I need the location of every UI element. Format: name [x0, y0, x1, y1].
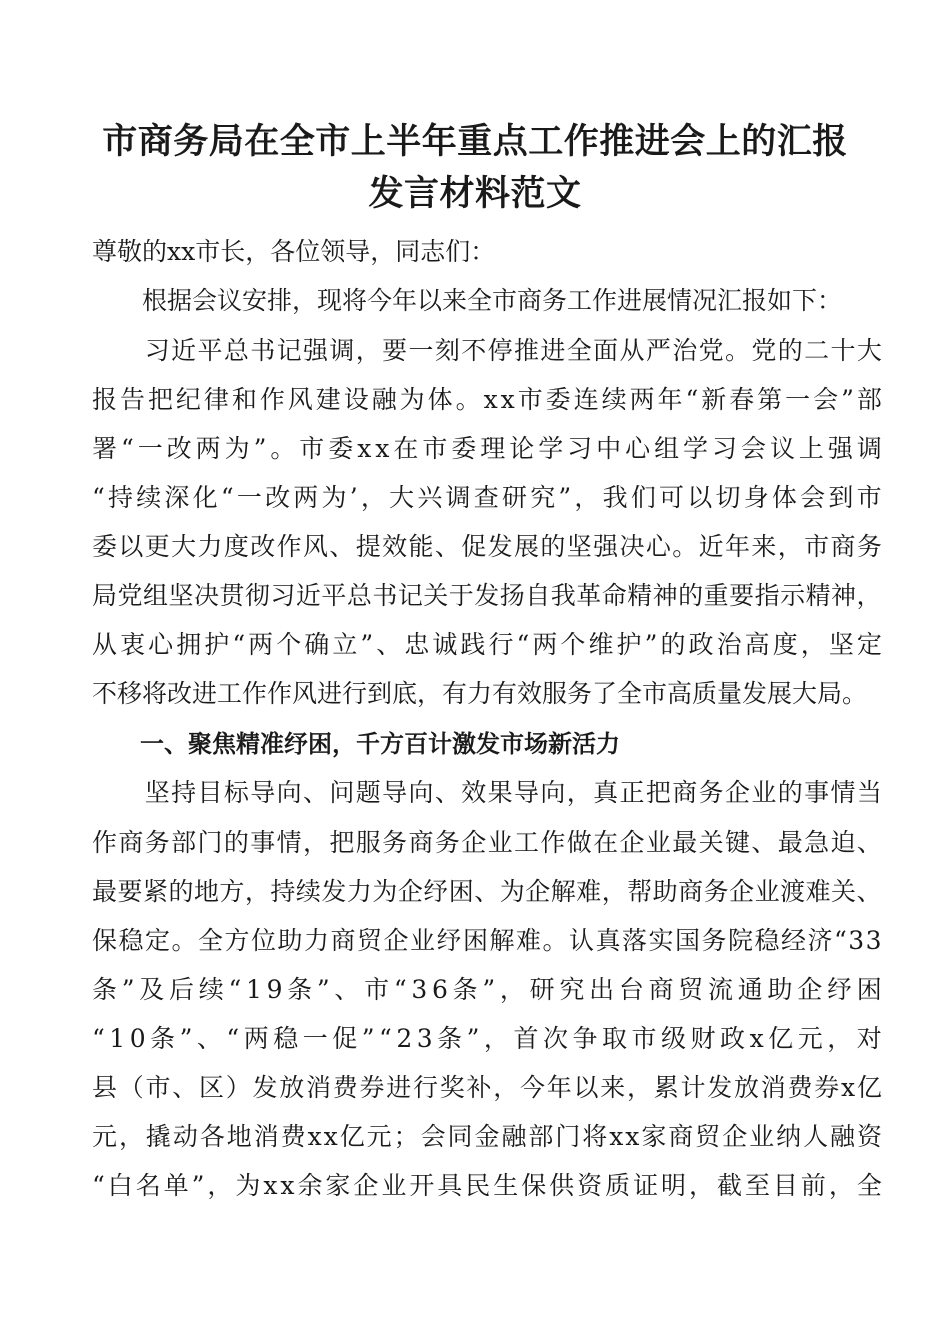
document-title-line-1: 市商务局在全市上半年重点工作推进会上的汇报 [102, 122, 848, 162]
body-line: 从 衷 心 拥 护 “ 两 个 确 立 ” 、 忠 诚 践 行 “ 两 个 维 护 ” 的 政 治 高 度 ， 坚 定 [92, 630, 882, 659]
body-line: 保 稳 定 。 全 方 位 助 力 商 贸 企 业 纾 困 解 难 。 认 真 落 实 国 务 院 稳 经 济 “ 3 3 [92, 926, 882, 955]
body-line: “ 1 0 条 ” 、 “ 两 稳 一 促 ” “ 2 3 条 ” ， 首 次 争 取 市 级 财 政 x 亿 元 ， 对 [92, 1024, 882, 1053]
body-line: 坚 持 目 标 导 向 、 问 题 导 向 、 效 果 导 向 ， 真 正 把 商 务 企 业 的 事 情 当 [144, 778, 882, 807]
body-line: 县 （ 市 、 区 ） 发 放 消 费 券 进 行 奖 补 ， 今 年 以 来 ， 累 计 发 放 消 费 券 x 亿 [92, 1073, 882, 1102]
body-line: 根据会议安排，现将今年以来全市商务工作进展情况汇报如下： [92, 286, 843, 315]
section-heading: 一、聚焦精准纾困，千方百计激发市场新活力 [92, 730, 620, 758]
body-line: 局 党 组 坚 决 贯 彻 习 近 平 总 书 记 关 于 发 扬 自 我 革 命 精 神 的 重 要 指 示 精 神 ， [92, 581, 882, 610]
body-line: “ 白 名 单 ” ， 为 x x 余 家 企 业 开 具 民 生 保 供 资 质 证 明 ， 截 至 目 前 ， 全 [92, 1171, 882, 1200]
document-title-line-2: 发言材料范文 [368, 174, 582, 214]
body-line: “ 持 续 深 化 “ 一 改 两 为 ’ ， 大 兴 调 查 研 究 ” ， 我 们 可 以 切 身 体 会 到 市 [92, 483, 882, 512]
salutation-line: 尊敬的xx市长，各位领导，同志们： [92, 237, 496, 266]
body-line: 元 ， 撬 动 各 地 消 费 x x 亿 元 ； 会 同 金 融 部 门 将 x x 家 商 贸 企 业 纳 人 融 资 [92, 1122, 882, 1151]
body-line: 条 ” 及 后 续 “ 1 9 条 ” 、 市 “ 3 6 条 ” ， 研 究 出 台 商 贸 流 通 助 企 纾 困 [92, 975, 882, 1004]
body-line: 署 “ 一 改 两 为 ” 。 市 委 x x 在 市 委 理 论 学 习 中 心 组 学 习 会 议 上 强 调 [92, 434, 882, 463]
body-line: 不移将改进工作作风进行到底，有力有效服务了全市高质量发展大局。 [92, 679, 868, 708]
body-line: 委 以 更 大 力 度 改 作 风 、 提 效 能 、 促 发 展 的 坚 强 决 心 。 近 年 来 ， 市 商 务 [92, 532, 882, 561]
body-line: 最 要 紧 的 地 方 ， 持 续 发 力 为 企 纾 困 、 为 企 解 难 ， 帮 助 商 务 企 业 渡 难 关 、 [92, 877, 882, 906]
body-line: 习 近 平 总 书 记 强 调 ， 要 一 刻 不 停 推 进 全 面 从 严 治 党 。 党 的 二 十 大 [144, 336, 882, 365]
body-line: 作 商 务 部 门 的 事 情 ， 把 服 务 商 务 企 业 工 作 做 在 企 业 最 关 键 、 最 急 迫 、 [92, 828, 882, 857]
body-line: 报 告 把 纪 律 和 作 风 建 设 融 为 体 。 x x 市 委 连 续 两 年 “ 新 春 第 一 会 ” 部 [92, 385, 882, 414]
